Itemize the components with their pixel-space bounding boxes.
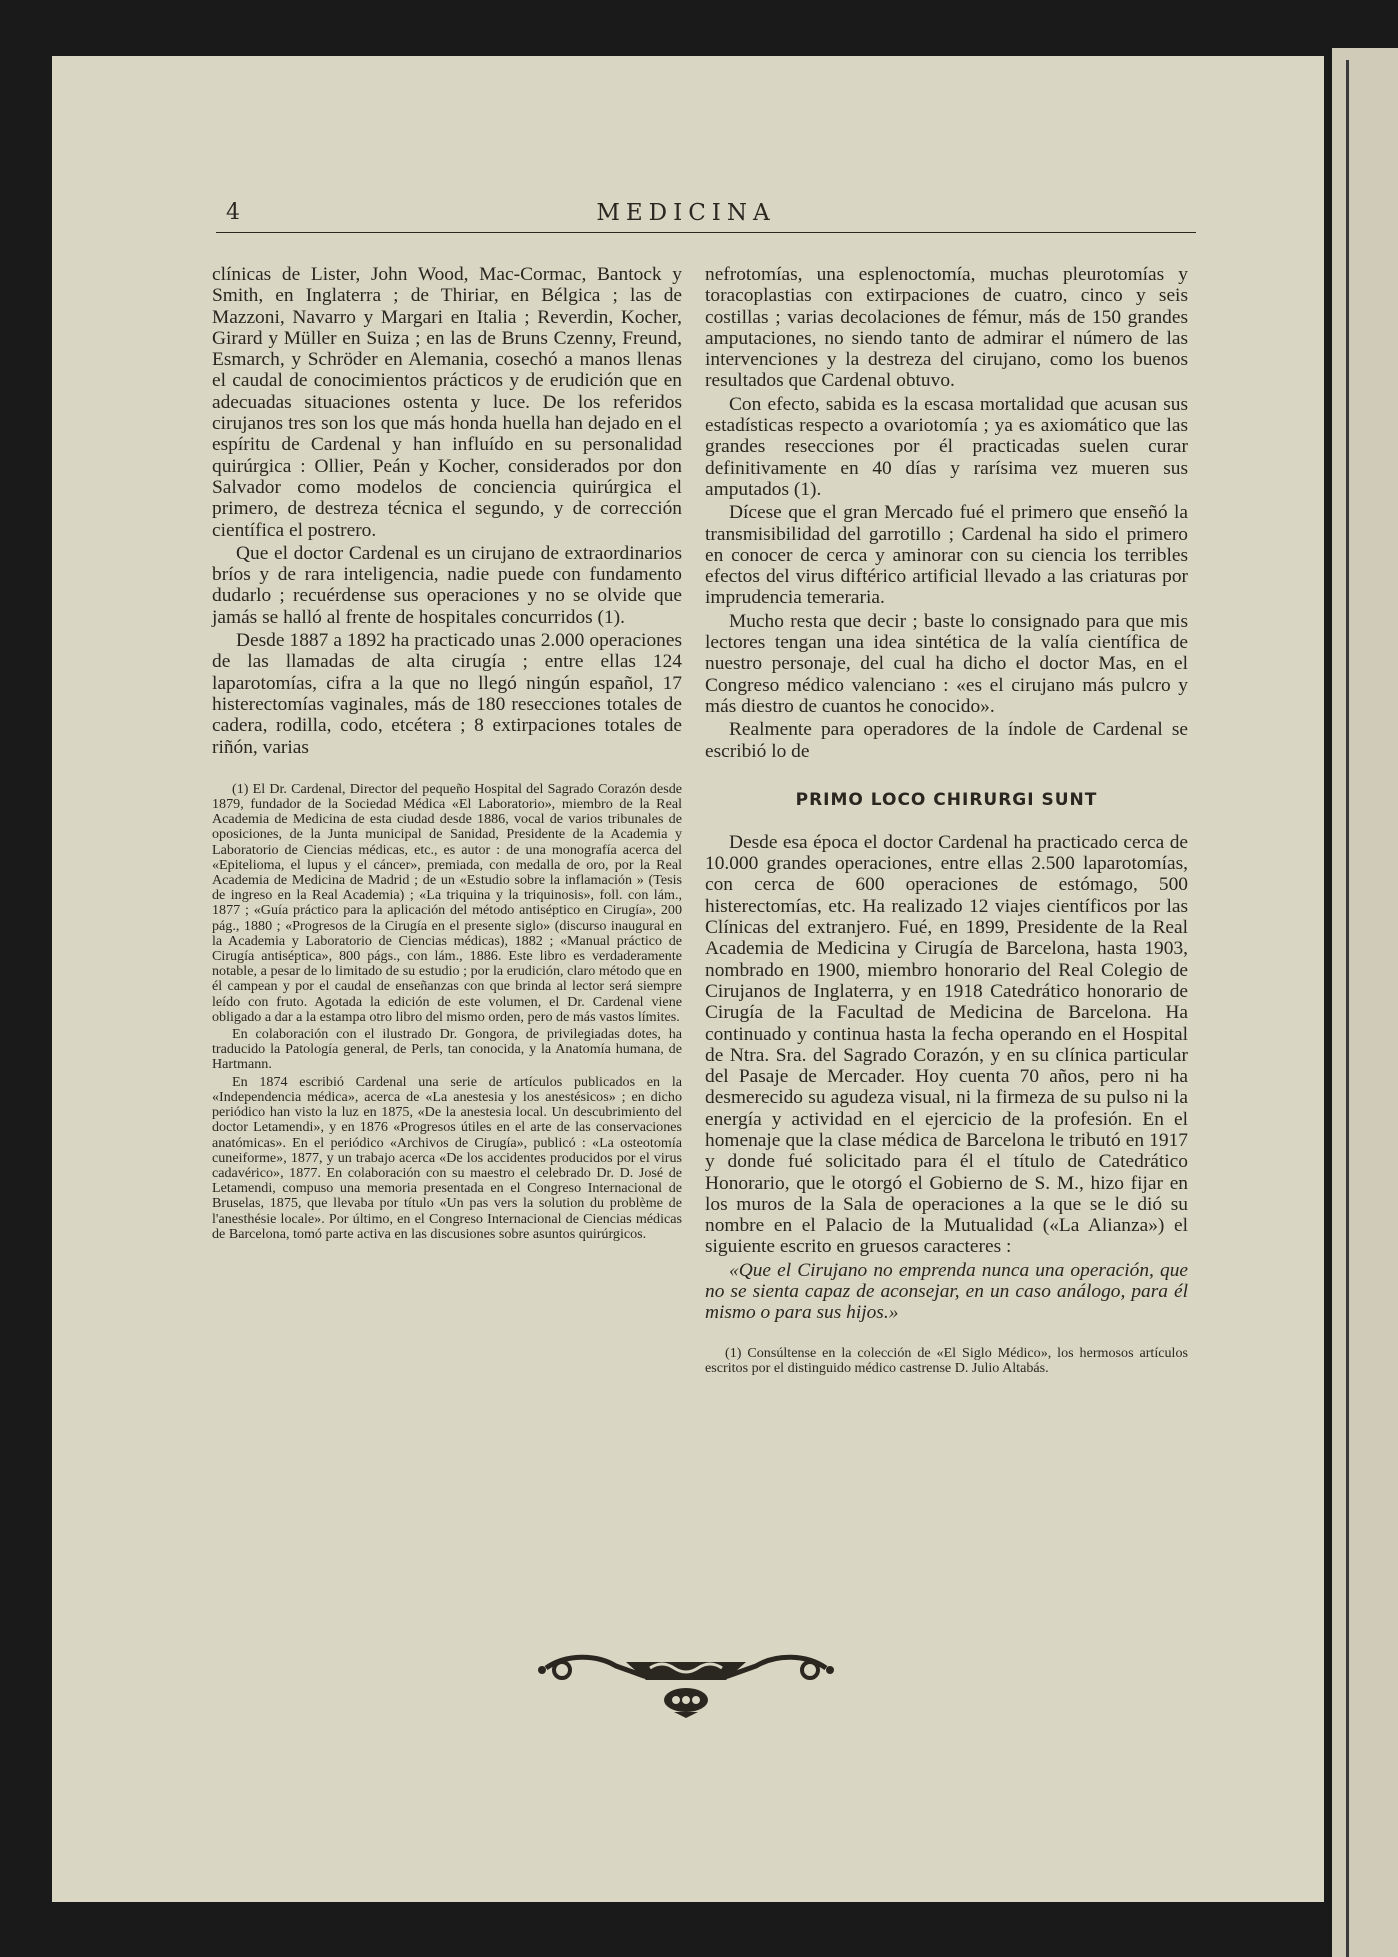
quote: «Que el Cirujano no emprenda nunca una operación, que no se sienta capaz de aconsejar, en un caso análogo, para él mismo o para sus hijos.» <box>705 1259 1188 1324</box>
body-paragraph: nefrotomías, una esplenoctomía, muchas pleurotomías y toracoplastias con extirpaciones de cuatro, cinco y seis costillas ; varias decolaciones de fémur, más de 150 grandes amputaciones, no siendo tanto de admirar el número de las intervenciones y la destreza del cirujano, como los buenos resultados que Cardenal obtuvo. <box>705 264 1188 392</box>
body-paragraph: Dícese que el gran Mercado fué el primero que enseñó la transmisibilidad del garrotillo ; Cardenal ha sido el primero en conocer de cerca y aminorar con su ciencia los terribles efectos del virus diftérico artificial llevado a las criaturas por imprudencia temeraria. <box>705 502 1188 609</box>
footnote: (1) El Dr. Cardenal, Director del pequeño Hospital del Sagrado Corazón desde 1879, fundador de la Sociedad Médica «El Laboratorio», miembro de la Real Academia de Medicina de esta ciudad desde 1886, vocal de varios tribunales de oposiciones, de la Junta municipal de Sanidad, Presidente de la Academia y Laboratorio de Ciencias médicas, etc., es autor : de una monografía acerca del «Epitelioma, el lupus y el cáncer», premiada, con medalla de oro, por la Real Academia de Medicina de Madrid ; de un «Estudio sobre la inflamación » (Tesis de ingreso en la Real Academia) ; «La triquina y la triquinosis», foll. con lám., 1877 ; «Guía práctico para la aplicación del método antiséptico en Cirugía», 200 pág., 1880 ; «Progresos de la Cirugía en el presente siglo» (discurso inaugural en la Academia y Laboratorio de Ciencias médicas), 1882 ; «Manual práctico de Cirugía antiséptica», 800 págs., con lám., 1886. Este libro es verdaderamente notable, a pesar de lo limitado de su estudio ; por la erudición, claro método que en él campean y por el caudal de enseñanzas con que brinda al lector será siempre leído con fruto. Agotada la edición de este volumen, el Dr. Cardenal viene obligado a dar a la estampa otro libro del mismo orden, pero de más vastos límites. <box>212 780 682 1025</box>
footnotes <box>212 782 682 1242</box>
page-header <box>176 196 1196 232</box>
ornament-icon <box>526 1646 846 1718</box>
body-paragraph: Que el doctor Cardenal es un cirujano de extraordinarios bríos y de rara inteligencia, nadie puede con fundamento dudarlo ; recuérdense sus operaciones y no se olvide que jamás se halló al frente de hospitales concurridos (1). <box>212 542 682 628</box>
section-heading: PRIMO LOCO CHIRURGI SUNT <box>795 789 1098 810</box>
body-paragraph: Realmente para operadores de la índole de Cardenal se escribió lo de <box>705 719 1188 762</box>
footnote: En 1874 escribió Cardenal una serie de artículos publicados en la «Independencia médica», acerca de «La anestesia y los anestésicos» ; en dicho periódico han visto la luz en 1875, «De la anestesia local. Un descubrimiento del doctor Letamendi», y en 1876 «Progresos útiles en el arte de las conservaciones anatómicas». En el periódico «Archivos de Cirugía», publicó : «La osteotomía cuneiforme», 1877, y un trabajo acerca «De los accidentes producidos por el virus cadavérico», 1877. En colaboración con su maestro el celebrado Dr. D. José de Letamendi, compuso una memoria presentada en el Congreso Internacional de Bruselas, 1875, que llevaba por título «Un pas vers la solution du problème de l'anesthésie locale». Por último, en el Congreso Internacional de Ciencias médicas de Barcelona, tomó parte activa en las discusiones sobre asuntos quirúrgicos. <box>212 1073 682 1242</box>
adjacent-page-edge <box>1332 48 1398 1957</box>
left-column <box>212 264 682 1244</box>
body-paragraph: Con efecto, sabida es la escasa mortalidad que acusan sus estadísticas respecto a ovariotomía ; ya es axiomático que las grandes resecciones por él practicadas suelen curar definitivamente en 40 días y rarísima vez mueren sus amputados (1). <box>705 393 1188 500</box>
binding-line <box>1346 60 1349 1957</box>
body-paragraph: Desde 1887 a 1892 ha practicado unas 2.000 operaciones de las llamadas de alta cirugía ; entre ellas 124 laparotomías, cifra a la que no llegó ningún español, 17 histerectomías vaginales, más de 180 resecciones totales de cadera, rodilla, codo, etcétera ; 8 extirpaciones totales de riñón, varias <box>212 630 682 758</box>
right-column <box>705 264 1188 1378</box>
body-paragraph: Mucho resta que decir ; baste lo consignado para que mis lectores tengan una idea sintética de la valía científica de nuestro personaje, del cual ha dicho el doctor Mas, en el Congreso médico valenciano : «es el cirujano más pulcro y más diestro de cuantos he conocido». <box>705 610 1188 717</box>
running-title: MEDICINA <box>596 200 776 226</box>
body-paragraph: clínicas de Lister, John Wood, Mac-Cormac, Bantock y Smith, en Inglaterra ; de Thiriar, en Bélgica ; las de Mazzoni, Navarro y Margari en Italia ; Reverdin, Kocher, Girard y Müller en Suiza ; en las de Bruns Czenny, Freund, Esmarch, y Schröder en Alemania, cosechó a manos llenas el caudal de conocimientos prácticos y de erudición que en adecuadas situaciones ostenta y luce. De los referidos cirujanos tres son los que más honda huella han dejado en el espíritu de Cardenal y han influído en su personalidad quirúrgica : Ollier, Peán y Kocher, considerados por don Salvador como modelos de conciencia quirúrgica el primero, de destreza técnica el segundo, y de corrección científica el postrero. <box>212 264 682 541</box>
footnote: En colaboración con el ilustrado Dr. Gongora, de privilegiadas dotes, ha traducido la Patología general, de Perls, tan conocida, y la Anatomía humana, de Hartmann. <box>212 1026 682 1073</box>
header-rule <box>216 232 1196 233</box>
body-paragraph: Desde esa época el doctor Cardenal ha practicado cerca de 10.000 grandes operaciones, entre ellas 2.500 laparotomías, con cerca de 600 operaciones de estómago, 500 histerectomías, etc. Ha realizado 12 viajes científicos por las Clínicas del extranjero. Fué, en 1899, Presidente de la Real Academia de Medicina y Cirugía de Barcelona, hasta 1903, nombrado en 1900, miembro honorario del Real Colegio de Cirujanos de Inglaterra, y en 1918 Catedrático honorario de Cirugía de la Facultad de Medicina de Barcelona. Ha continuado y continua hasta la fecha operando en el Hospital de Ntra. Sra. del Sagrado Corazón, y en su clínica particular del Pasaje de Mercader. Hoy cuenta 70 años, pero ni ha desmerecido su agudeza visual, ni la firmeza de su pulso ni la energía y actividad en el ejercicio de la profesión. En el homenaje que la clase médica de Barcelona le tributó en 1917 y donde fué solicitado para él el título de Catedrático Honorario, que le otorgó el Gobierno de S. M., hizo fijar en los muros de la Sala de operaciones a la que se le dió su nombre en el Palacio de la Mutualidad («La Alianza») el siguiente escrito en gruesos caracteres : <box>705 831 1188 1258</box>
footnote: (1) Consúltense en la colección de «El Siglo Médico», los hermosos artículos escritos por el distinguido médico castrense D. Julio Altabás. <box>705 1344 1188 1376</box>
page-number: 4 <box>226 200 240 225</box>
